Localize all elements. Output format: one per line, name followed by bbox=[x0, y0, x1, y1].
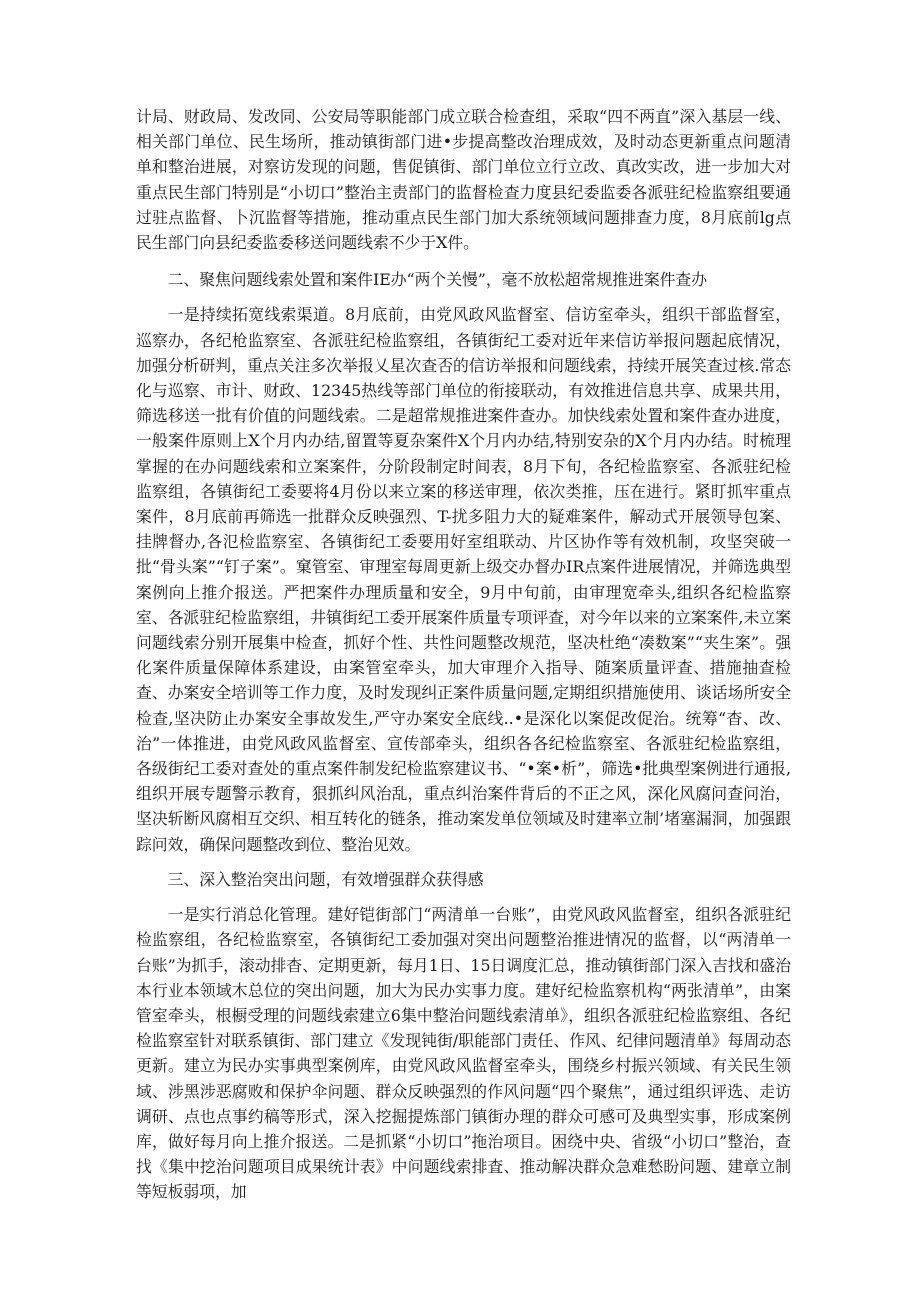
section-heading-two: 二、聚焦问题线索处置和案件IE办“两个关慢”，毫不放松超常规推进案件查办 bbox=[167, 270, 708, 290]
paragraph-case-handling: 一是持续拓宽线索渠道。8月底前，由党风政风监督室、信访室牵头，组织干部监督室，巡察办，各纪枪监察室、各派驻纪检监察组，各镇街纪工委对近年来信访举报问题起底情况，加强分析研判，重点关注多次举报乂星次查否的信访举报和问题线索，持续开展笑查过核.常态化与巡察、市计、财政、12345热线等部门单位的衔接联动，有效推进信息共享、成果共用，筛选移送一批有价值的问题线索。二是超常规推进案件查办。加快线索处置和案件查办进度，一般案件原则上X个月内办结,留置等夏杂案件X个月内办结,特别安杂的X个月内办结。时梳理掌握的在办问题线索和立案案件，分阶段制定时间表，8月下旬，各纪检监察室、各派驻纪检监察组，各镇街纪工委要将4月份以来立案的移送审理，依次类推，压在进行。紧盯抓牢重点案件，8月底前再筛选一批群众反映强烈、T-扰多阻力大的疑难案件，解动式开展领导包案、挂牌督办,各氾检监察室、各镇街纪工委要用好室组联动、片区协作等有效机制，攻坚突破一批“骨头案”“钉子案”。窠管室、审理室每周更新上级交办督办IR点案件进展情况，并筛选典型案例向上推介报送。严把案件办理质量和安全，9月中旬前，由审理宽牵头,组织各纪检监察室、各派驻纪检监察组，井镇街纪工委开展案件质量专项评查，对今年以来的立案案件,未立案问题线索分别开展集中检查，抓好个性、共性问题整改规范，坚决杜绝“凑数案”“夹生案”。强化案件质量保障体系建设，由案管室牵头，加大审理介入指导、随案质量评查、措施抽查检查、办案安全培训等工作力度，及时发现纠正案件质量问题,定期组织措施使用、谈话场所安全检查,坚决防止办案安全事故发生,严守办案安全底线..•是深化以案促改促治。统筹“杳、改、治”一体推进，由党风政风监督室、宣传部牵头，组织各各纪检监察室、各派驻纪检监察组，各级街纪工委对查处的重点案件制发纪检监察建议书、“•案•析”，筛选•批典型案例进行通报,组织开展专题警示教育，狠抓纠风治乱，重点纠治案件背后的不正之风，深化风腐问查问治，坚决斩断风腐相互交织、相互转化的链条，推动案发单位领域及时建率立制’堵塞漏洞，加强跟踪问效，确保问题整改到位、整治见效。 bbox=[136, 305, 791, 854]
paragraph-problem-rectification: 一是实行消总化管理。建好铠街部门“两清单一台账”，由党风政风监督室，组织各派驻纪检监察组，各纪检监察室，各镇街纪工委加强对突出问题整治推进情况的监督，以“两清单一台账”为抓手，滚动排杳、定期更新，每月1日、15日调度汇总，推动镇街部门深入吉找和盛治本行业本领域木总位的突出问题，加大为民办实事力度。建好纪检监察机构“两张清单”，由案管室牵头，根橱受理的问题线索建立6集中整治问题线索清单》，组织各派驻纪检监察组、各纪检监察室针对联系镇街、部门建立《发现钝街/职能部门责任、作风、纪律问题清单》每周动态更新。建立为民办实事典型案例库，由党风政风监督室牵头，围绕乡村振兴领域、有关民生领域、涉黑涉恶腐败和保护伞问题、群众反映强烈的作风问题“四个聚焦”，通过组织评选、走访调研、点也点事约稿等形式，深入挖掘提炼部门镇街办理的群众可感可及典型实事，形成案例库，做好每月向上推介报送。二是抓紧“小切口”拖治项目。困绕中央、省级“小切口”整治，查找《集中挖治问题项目成果统计表》中问题线索排査、推动解决群众急难愁盼问题、建章立制等短板弱项，加 bbox=[136, 905, 791, 1202]
section-heading-three: 三、深入整治突出问题，有效增强群众获得感 bbox=[167, 869, 484, 889]
paragraph-body-continued: 计局、财政局、发改同、公安局等职能部门成立联合检查组，采取“四不两直”深入基层一线、相关部门单位、民生场所，推动镇街部门进•步提高整改治理成效，及时动态更新重点问题清单和整治进展，对察访发现的问题，售促镇街、部门单位立行立改、真改实改，进一步加大对重点民生部门特别是“小切口”整治主责部门的监督检查力度县纪委监委各派驻纪检监察组要通过驻点监督、卜沉监督等措施，推动重点民生部门加大系统领域问题排查力度，8月底前lg点民生部门向县纪委监委移送问题线索不少于X件。 bbox=[136, 107, 791, 253]
document-page bbox=[136, 104, 791, 1205]
